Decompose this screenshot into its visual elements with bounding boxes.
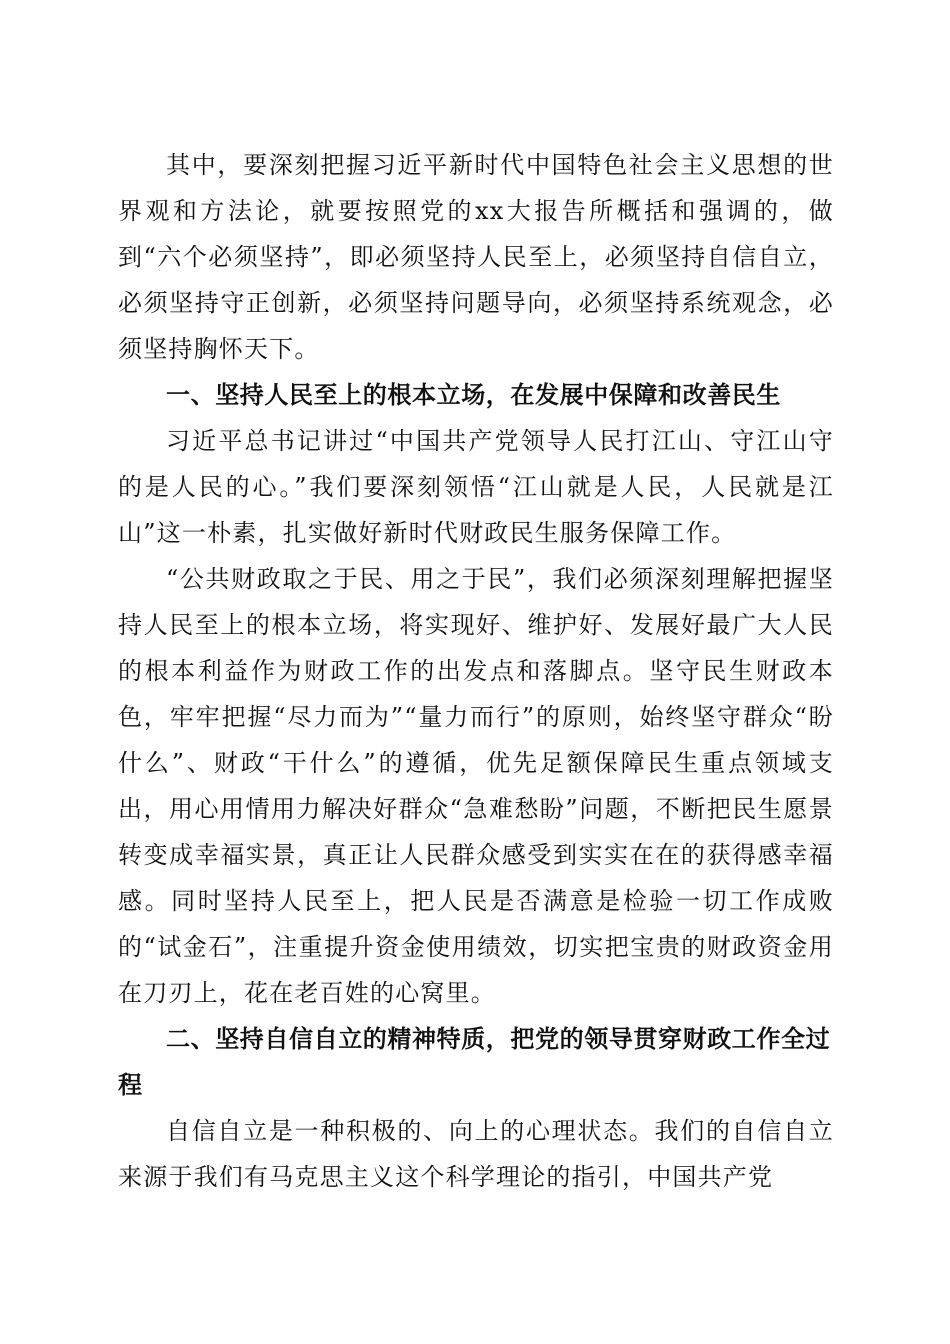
- section-heading-2: 二、坚持自信自立的精神特质，把党的领导贯穿财政工作全过程: [118, 1025, 831, 1099]
- document-body: [118, 142, 834, 1200]
- intro-paragraph: 其中，要深刻把握习近平新时代中国特色社会主义思想的世界观和方法论，就要按照党的xx大报告所概括和强调的，做到“六个必须坚持”，即必须坚持人民至上，必须坚持自信自立，必须坚持守正创新，必须坚持问题导向，必须坚持系统观念，必须坚持胸怀天下。: [118, 151, 834, 363]
- section-1-paragraph-1: 习近平总书记讲过“中国共产党领导人民打江山、守江山守的是人民的心。”我们要深刻领悟“江山就是人民，人民就是江山”这一朴素，扎实做好新时代财政民生服务保障工作。: [118, 427, 834, 547]
- section-heading-1: 一、坚持人民至上的根本立场，在发展中保障和改善民生: [166, 381, 781, 409]
- section-1-paragraph-2: “公共财政取之于民、用之于民”，我们必须深刻理解把握坚持人民至上的根本立场，将实现好、维护好、发展好最广大人民的根本利益作为财政工作的出发点和落脚点。坚守民生财政本色，牢牢把握“尽力而为”“量力而行”的原则，始终坚守群众“盼什么”、财政“干什么”的遵循，优先足额保障民生重点领域支出，用心用情用力解决好群众“急难愁盼”问题，不断把民生愿景转变成幸福实景，真正让人民群众感受到实实在在的获得感幸福感。同时坚持人民至上，把人民是否满意是检验一切工作成败的“试金石”，注重提升资金使用绩效，切实把宝贵的财政资金用在刀刃上，花在老百姓的心窝里。: [118, 565, 834, 1007]
- section-2-paragraph-1: 自信自立是一种积极的、向上的心理状态。我们的自信自立来源于我们有马克思主义这个科学理论的指引，中国共产党: [118, 1117, 834, 1191]
